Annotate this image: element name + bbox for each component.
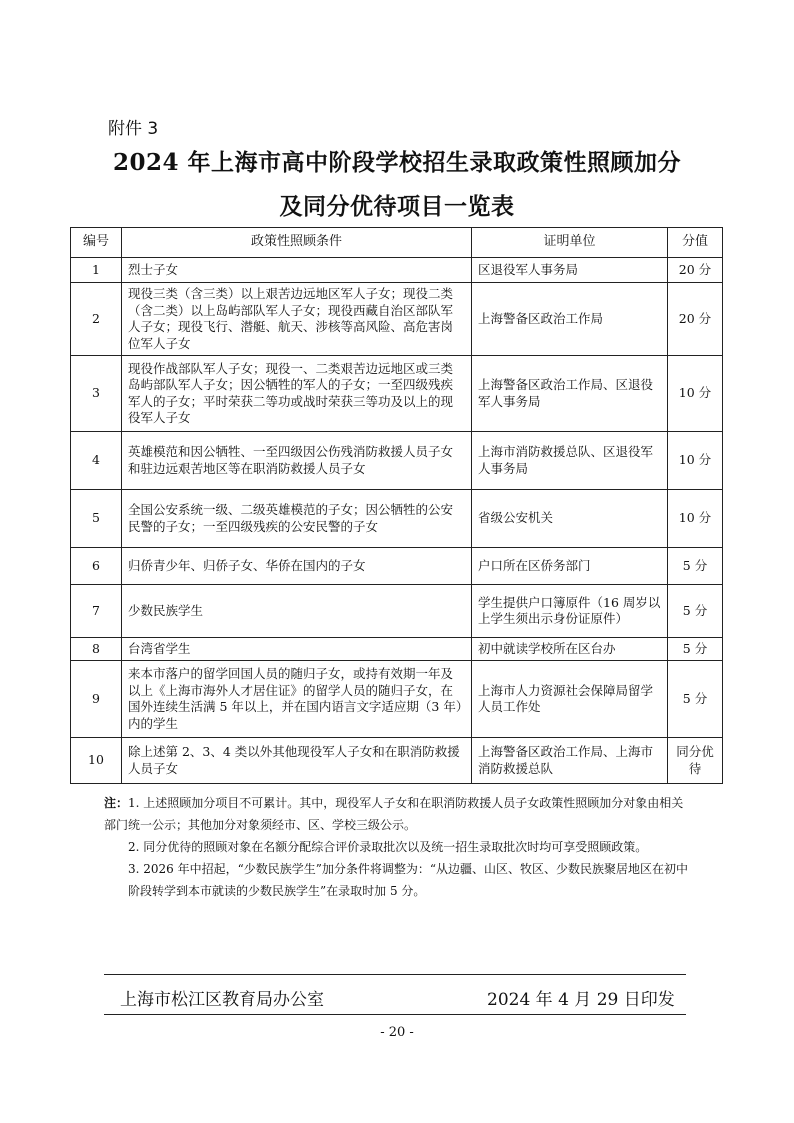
row-score: 20 分 <box>668 283 723 356</box>
attachment-label: 附件 3 <box>108 119 159 139</box>
row-number: 8 <box>71 638 122 661</box>
row-number: 3 <box>71 356 122 432</box>
row-score: 10 分 <box>668 490 723 548</box>
row-unit: 上海警备区政治工作局 <box>472 283 668 356</box>
note-2: 2. 同分优待的照顾对象在名额分配综合评价录取批次以及统一招生录取批次时均可享受照顾政策。 <box>128 840 648 854</box>
table-row <box>71 585 723 638</box>
row-number: 4 <box>71 432 122 490</box>
row-condition: 英雄模范和因公牺牲、一至四级因公伤残消防救援人员子女和驻边远艰苦地区等在职消防救援人员子女 <box>122 432 472 490</box>
table-row <box>71 548 723 585</box>
table-row <box>71 738 723 784</box>
table-row <box>71 661 723 738</box>
row-condition: 现役作战部队军人子女；现役一、二类艰苦边远地区或三类岛屿部队军人子女；因公牺牲的军人的子女；一至四级残疾军人的子女；平时荣获二等功或战时荣获三等功及以上的现役军人子女 <box>122 356 472 432</box>
notes-label: 注： <box>104 796 129 810</box>
issuing-office: 上海市松江区教育局办公室 <box>120 990 324 1010</box>
row-unit: 初中就读学校所在区台办 <box>472 638 668 661</box>
table-row <box>71 258 723 283</box>
row-condition: 烈士子女 <box>122 258 472 283</box>
footer-divider-top <box>104 974 686 975</box>
row-condition: 现役三类（含三类）以上艰苦边远地区军人子女；现役二类（含二类）以上岛屿部队军人子女；现役西藏自治区部队军人子女；现役飞行、潜艇、航天、涉核等高风险、高危害岗位军人子女 <box>122 283 472 356</box>
note-1-text: 1. 上述照顾加分项目不可累计。其中，现役军人子女和在职消防救援人员子女政策性照顾加分对象由相关部门统一公示；其他加分对象须经市、区、学校三级公示。 <box>104 796 684 832</box>
row-number: 6 <box>71 548 122 585</box>
row-score: 同分优待 <box>668 738 723 784</box>
row-score: 20 分 <box>668 258 723 283</box>
row-unit: 上海警备区政治工作局、上海市消防救援总队 <box>472 738 668 784</box>
table-row <box>71 638 723 661</box>
row-condition: 除上述第 2、3、4 类以外其他现役军人子女和在职消防救援人员子女 <box>122 738 472 784</box>
notes-block <box>104 792 694 902</box>
row-number: 10 <box>71 738 122 784</box>
table-row <box>71 432 723 490</box>
policy-table <box>70 227 723 784</box>
footer-divider-bottom <box>104 1014 686 1015</box>
row-unit: 学生提供户口簿原件（16 周岁以上学生须出示身份证原件） <box>472 585 668 638</box>
page-title: 2024 年上海市高中阶段学校招生录取政策性照顾加分 <box>112 149 682 176</box>
row-number: 7 <box>71 585 122 638</box>
page-number: - 20 - <box>380 1025 414 1040</box>
row-number: 9 <box>71 661 122 738</box>
row-score: 5 分 <box>668 548 723 585</box>
row-condition: 少数民族学生 <box>122 585 472 638</box>
table-row <box>71 356 723 432</box>
row-unit: 上海市人力资源社会保障局留学人员工作处 <box>472 661 668 738</box>
table-row <box>71 490 723 548</box>
row-condition: 归侨青少年、归侨子女、华侨在国内的子女 <box>122 548 472 585</box>
table-header-row <box>71 228 723 258</box>
row-score: 5 分 <box>668 638 723 661</box>
row-condition: 台湾省学生 <box>122 638 472 661</box>
row-condition: 来本市落户的留学回国人员的随归子女，或持有效期一年及以上《上海市海外人才居住证》的留学人员的随归子女，在国外连续生活满 5 年以上，并在国内语言文字适应期（3 年）内的学生 <box>122 661 472 738</box>
row-number: 5 <box>71 490 122 548</box>
row-unit: 省级公安机关 <box>472 490 668 548</box>
row-number: 1 <box>71 258 122 283</box>
row-score: 10 分 <box>668 356 723 432</box>
row-unit: 上海市消防救援总队、区退役军人事务局 <box>472 432 668 490</box>
row-number: 2 <box>71 283 122 356</box>
note-3: 3. 2026 年中招起，“少数民族学生”加分条件将调整为：“从边疆、山区、牧区、少数民族聚居地区在初中阶段转学到本市就读的少数民族学生”在录取时加 5 分。 <box>128 862 689 898</box>
header-number: 编号 <box>71 228 122 258</box>
header-condition: 政策性照顾条件 <box>122 228 472 258</box>
row-score: 10 分 <box>668 432 723 490</box>
row-condition: 全国公安系统一级、二级英雄模范的子女；因公牺牲的公安民警的子女；一至四级残疾的公安民警的子女 <box>122 490 472 548</box>
row-unit: 户口所在区侨务部门 <box>472 548 668 585</box>
page-subtitle: 及同分优待项目一览表 <box>279 193 515 220</box>
table-row <box>71 283 723 356</box>
issue-date: 2024 年 4 月 29 日印发 <box>487 990 675 1010</box>
row-unit: 上海警备区政治工作局、区退役军人事务局 <box>472 356 668 432</box>
row-score: 5 分 <box>668 661 723 738</box>
row-unit: 区退役军人事务局 <box>472 258 668 283</box>
header-score: 分值 <box>668 228 723 258</box>
header-unit: 证明单位 <box>472 228 668 258</box>
note-1 <box>104 792 694 836</box>
row-score: 5 分 <box>668 585 723 638</box>
